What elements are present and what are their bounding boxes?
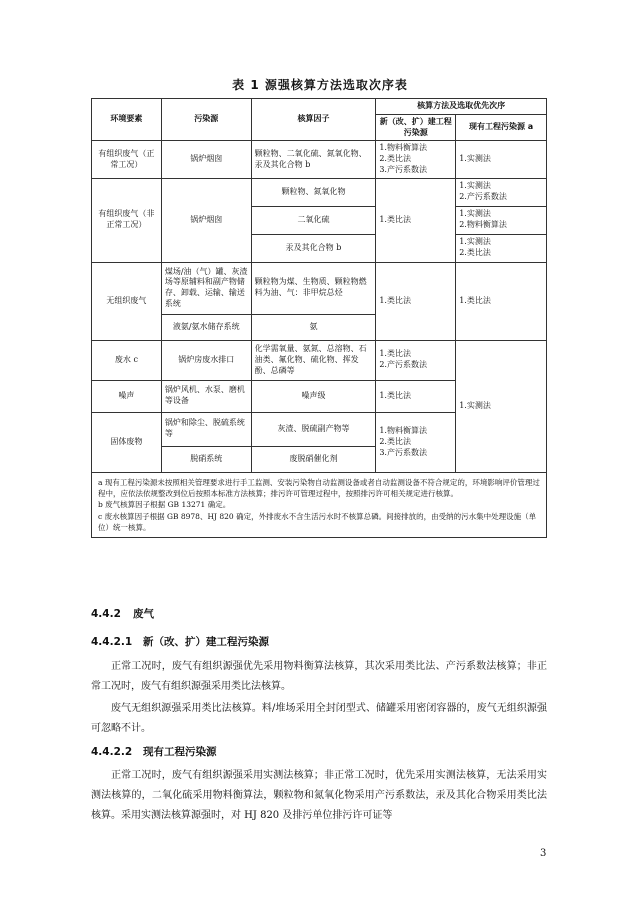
cell-factor: 颗粒物、二氧化硫、氮氧化物、汞及其化合物 b xyxy=(251,141,376,178)
cell-env: 废水 c xyxy=(92,340,162,380)
cell-source: 锅炉房废水排口 xyxy=(161,340,251,380)
section-heading xyxy=(91,744,217,759)
table-row xyxy=(92,178,547,206)
cell-existing-method: 1.实测法 2.类比法 xyxy=(456,234,547,262)
cell-existing-method: 1.实测法 xyxy=(456,141,547,178)
cell-factor: 噪声级 xyxy=(251,380,376,412)
section-number: 4.4.2.1 xyxy=(91,636,133,648)
cell-existing-method: 1.实测法 2.物料衡算法 xyxy=(456,206,547,234)
section-title: 废气 xyxy=(133,608,154,620)
cell-source: 锅炉烟囱 xyxy=(161,141,251,178)
table-row xyxy=(92,340,547,380)
page-number: 3 xyxy=(540,848,547,859)
cell-factor: 颗粒物为煤、生物质、颗粒物燃料为油、气：非甲烷总烃 xyxy=(251,262,376,314)
cell-source: 锅炉和除尘、脱硫系统等 xyxy=(161,412,251,446)
cell-factor: 二氧化硫 xyxy=(251,206,376,234)
body-paragraph: 正常工况时，废气有组织源强采用实测法核算；非正常工况时，优先采用实测法核算，无法采用实测法核算的，二氧化硫采用物料衡算法，颗粒物和氮氧化物采用产污系数法，汞及其化合物采用类比法核算。采用实测法核算源强时，对 HJ 820 及排污单位排污许可证等 xyxy=(91,770,547,821)
note-c: c 废水核算因子根据 GB 8978、HJ 820 确定，外排废水不含生活污水时不核算总磷。间接排放的，由受纳的污水集中处理设施（单位）统一核算。 xyxy=(98,511,537,532)
header-env: 环境要素 xyxy=(92,99,162,141)
table-notes-row xyxy=(92,472,547,537)
cell-new-method: 1.类比法 2.产污系数法 xyxy=(376,340,456,380)
section-heading xyxy=(91,634,269,649)
cell-new-method: 1.类比法 xyxy=(376,380,456,412)
section-number: 4.4.2.2 xyxy=(91,746,133,758)
header-factor: 核算因子 xyxy=(251,99,376,141)
table-notes xyxy=(92,472,547,537)
header-new-source: 新（改、扩）建工程污染源 xyxy=(376,114,456,141)
source-method-table xyxy=(91,98,547,538)
table-caption: 表 1 源强核算方法选取次序表 xyxy=(232,78,408,92)
section-title: 新（改、扩）建工程污染源 xyxy=(143,636,269,648)
cell-factor: 氨 xyxy=(251,314,376,340)
cell-source: 锅炉烟囱 xyxy=(161,178,251,262)
cell-env: 噪声 xyxy=(92,380,162,412)
cell-existing-method: 1.实测法 xyxy=(456,340,547,472)
cell-source: 液氨/氨水储存系统 xyxy=(161,314,251,340)
section-number: 4.4.2 xyxy=(91,608,121,620)
cell-env: 无组织废气 xyxy=(92,262,162,340)
cell-existing-method: 1.类比法 xyxy=(456,262,547,340)
cell-existing-method: 1.实测法 2.产污系数法 xyxy=(456,178,547,206)
header-existing-source: 现有工程污染源 a xyxy=(456,114,547,141)
cell-new-method: 1.类比法 xyxy=(376,262,456,340)
cell-factor: 汞及其化合物 b xyxy=(251,234,376,262)
cell-new-method: 1.类比法 xyxy=(376,178,456,262)
cell-new-method: 1.物料衡算法 2.类比法 3.产污系数法 xyxy=(376,412,456,472)
cell-source: 脱硝系统 xyxy=(161,446,251,472)
cell-new-method: 1.物料衡算法 2.类比法 3.产污系数法 xyxy=(376,141,456,178)
cell-env: 有组织废气（非正常工况） xyxy=(92,178,162,262)
cell-env: 固体废物 xyxy=(92,412,162,472)
body-paragraph: 废气无组织源强采用类比法核算。料/堆场采用全封闭型式、储罐采用密闭容器的，废气无组织源强可忽略不计。 xyxy=(91,703,547,734)
table-row xyxy=(92,262,547,314)
header-method-group: 核算方法及选取优先次序 xyxy=(376,99,547,115)
cell-factor: 颗粒物、氮氧化物 xyxy=(251,178,376,206)
cell-env: 有组织废气（正常工况） xyxy=(92,141,162,178)
note-b: b 废气核算因子根据 GB 13271 确定。 xyxy=(98,500,231,510)
section-heading xyxy=(91,606,154,621)
cell-factor: 灰渣、脱硫副产物等 xyxy=(251,412,376,446)
note-a: a 现有工程污染源未按照相关管理要求进行手工监测、安装污染物自动监测设备或者自动监测设备不符合规定的，环境影响评价管理过程中，应依法依规整改到位后按照本标准方法核算；排污许可管理过程中，按照排污许可相关规定进行核算。 xyxy=(98,477,540,499)
cell-source: 煤场/油（气）罐、灰渣场等原辅料和副产物储存、卸载、运输、输送系统 xyxy=(161,262,251,314)
cell-factor: 废脱硝催化剂 xyxy=(251,446,376,472)
header-source: 污染源 xyxy=(161,99,251,141)
body-paragraph: 正常工况时，废气有组织源强优先采用物料衡算法核算，其次采用类比法、产污系数法核算；非正常工况时，废气有组织源强采用类比法核算。 xyxy=(91,661,547,692)
table-row xyxy=(92,141,547,178)
section-title: 现有工程污染源 xyxy=(143,746,217,758)
cell-factor: 化学需氧量、氨氮、总溶物、石油类、氟化物、硫化物、挥发酚、总磷等 xyxy=(251,340,376,380)
cell-source: 锅炉风机、水泵、磨机等设备 xyxy=(161,380,251,412)
